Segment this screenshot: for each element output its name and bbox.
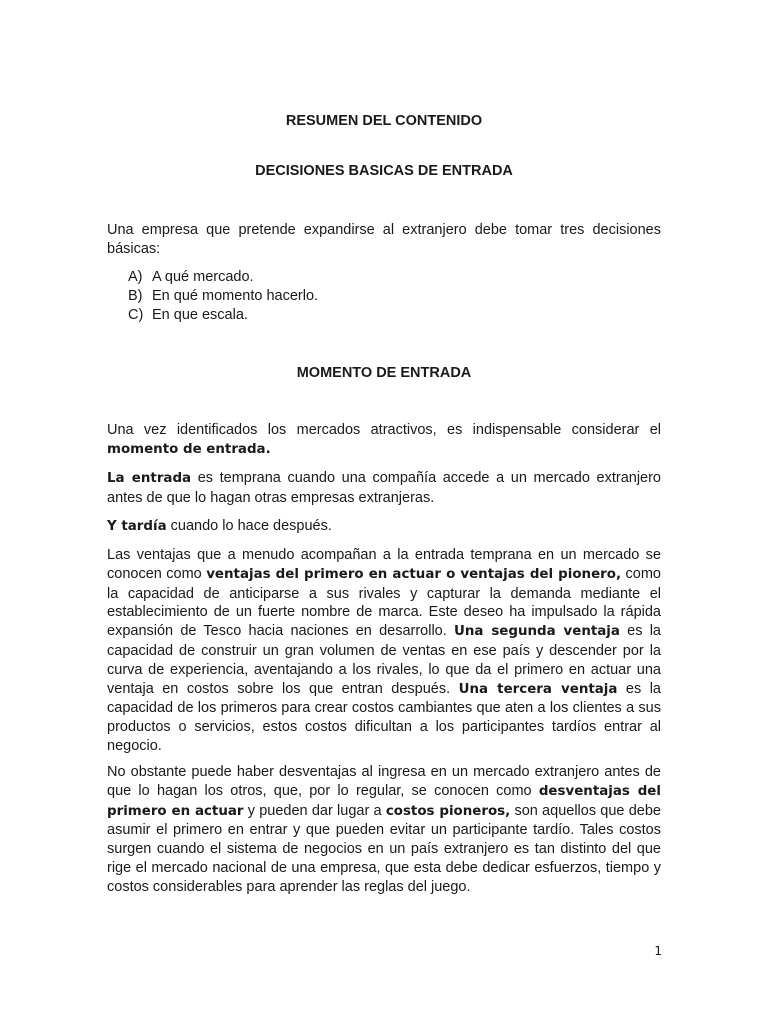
paragraph-early-entry [107,469,661,508]
page-number: 1 [654,944,662,958]
intro-paragraph: Una empresa que pretende expandirse al extranjero debe tomar tres decisiones básicas: [107,222,661,257]
list-item [128,268,648,287]
text-run: No obstante puede haber desventajas al ingresa en un mercado extranjero antes de que lo hagan los otros, que, por lo regular, se conocen como [107,764,661,799]
entry-timing-heading: MOMENTO DE ENTRADA [296,365,472,381]
basic-decisions-heading: DECISIONES BASICAS DE ENTRADA [255,163,513,179]
paragraph-late-entry [107,517,661,537]
summary-heading: RESUMEN DEL CONTENIDO [285,113,483,129]
paragraph-first-mover-advantages [107,546,661,756]
text-run: como la capacidad de anticiparse a sus rivales y capturar la demanda mediante el establecimiento de un fuerte nombre de marca. Este deseo ha impulsado la rápida expansión de Tesco hacia naciones en desarrollo. [107,565,661,640]
bold-term: Una tercera ventaja [458,681,618,697]
bold-term: ventajas del primero en actuar o ventajas del pionero, [206,566,622,582]
paragraph-entry-moment [107,421,661,460]
bold-term: Y tardía [107,519,167,534]
list-marker: B) [128,287,143,304]
list-item-text: En qué momento hacerlo. [152,287,319,304]
list-item [128,287,648,306]
bold-term: desventajas del primero en actuar [107,783,661,819]
bold-term: Una segunda ventaja [454,624,620,640]
text-run: es temprana cuando una compañía accede a un mercado extranjero antes de que lo hagan otras empresas extranjeras. [107,470,662,506]
text-run: cuando lo hace después. [166,518,332,534]
text-run: y pueden dar lugar a [243,802,386,819]
bold-term: momento de entrada. [107,441,271,457]
list-item-text: A qué mercado. [152,269,254,285]
bold-term: costos pioneros, [385,803,511,819]
list-marker: A) [128,269,143,285]
text-run: son aquellos que debe asumir el primero en entrar y que pueden evitar un participante tardío. Tales costos surgen cuando el sistema de negocios en un país extranjero es tan distinto del que rige el mercado nacional de una empresa, que esta debe dedicar esfuerzos, tiempo y costos considerables para aprender las reglas del juego. [107,802,661,895]
list-item [128,306,648,325]
text-run: Una vez identificados los mercados atractivos, es indispensable considerar el [107,422,661,438]
list-marker: C) [128,306,144,323]
list-item-text: En que escala. [152,306,248,323]
decisions-list [128,268,648,324]
bold-term: La entrada [107,471,192,486]
text-run: Las ventajas que a menudo acompañan a la entrada temprana en un mercado se conocen como [107,547,661,582]
paragraph-first-mover-disadvantages [107,763,661,897]
text-run: es la capacidad de construir un gran volumen de ventas en ese país y descender por la curva de experiencia, aventajando a los rivales, lo que da el primero en actuar una ventaja en costos sobre los que entran después. [107,623,661,697]
text-run: es la capacidad de los primeros para crear costos cambiantes que aten a los clientes a sus productos o servicios, estos costos dificultan a los participantes tardíos entrar al negocio. [107,680,661,754]
